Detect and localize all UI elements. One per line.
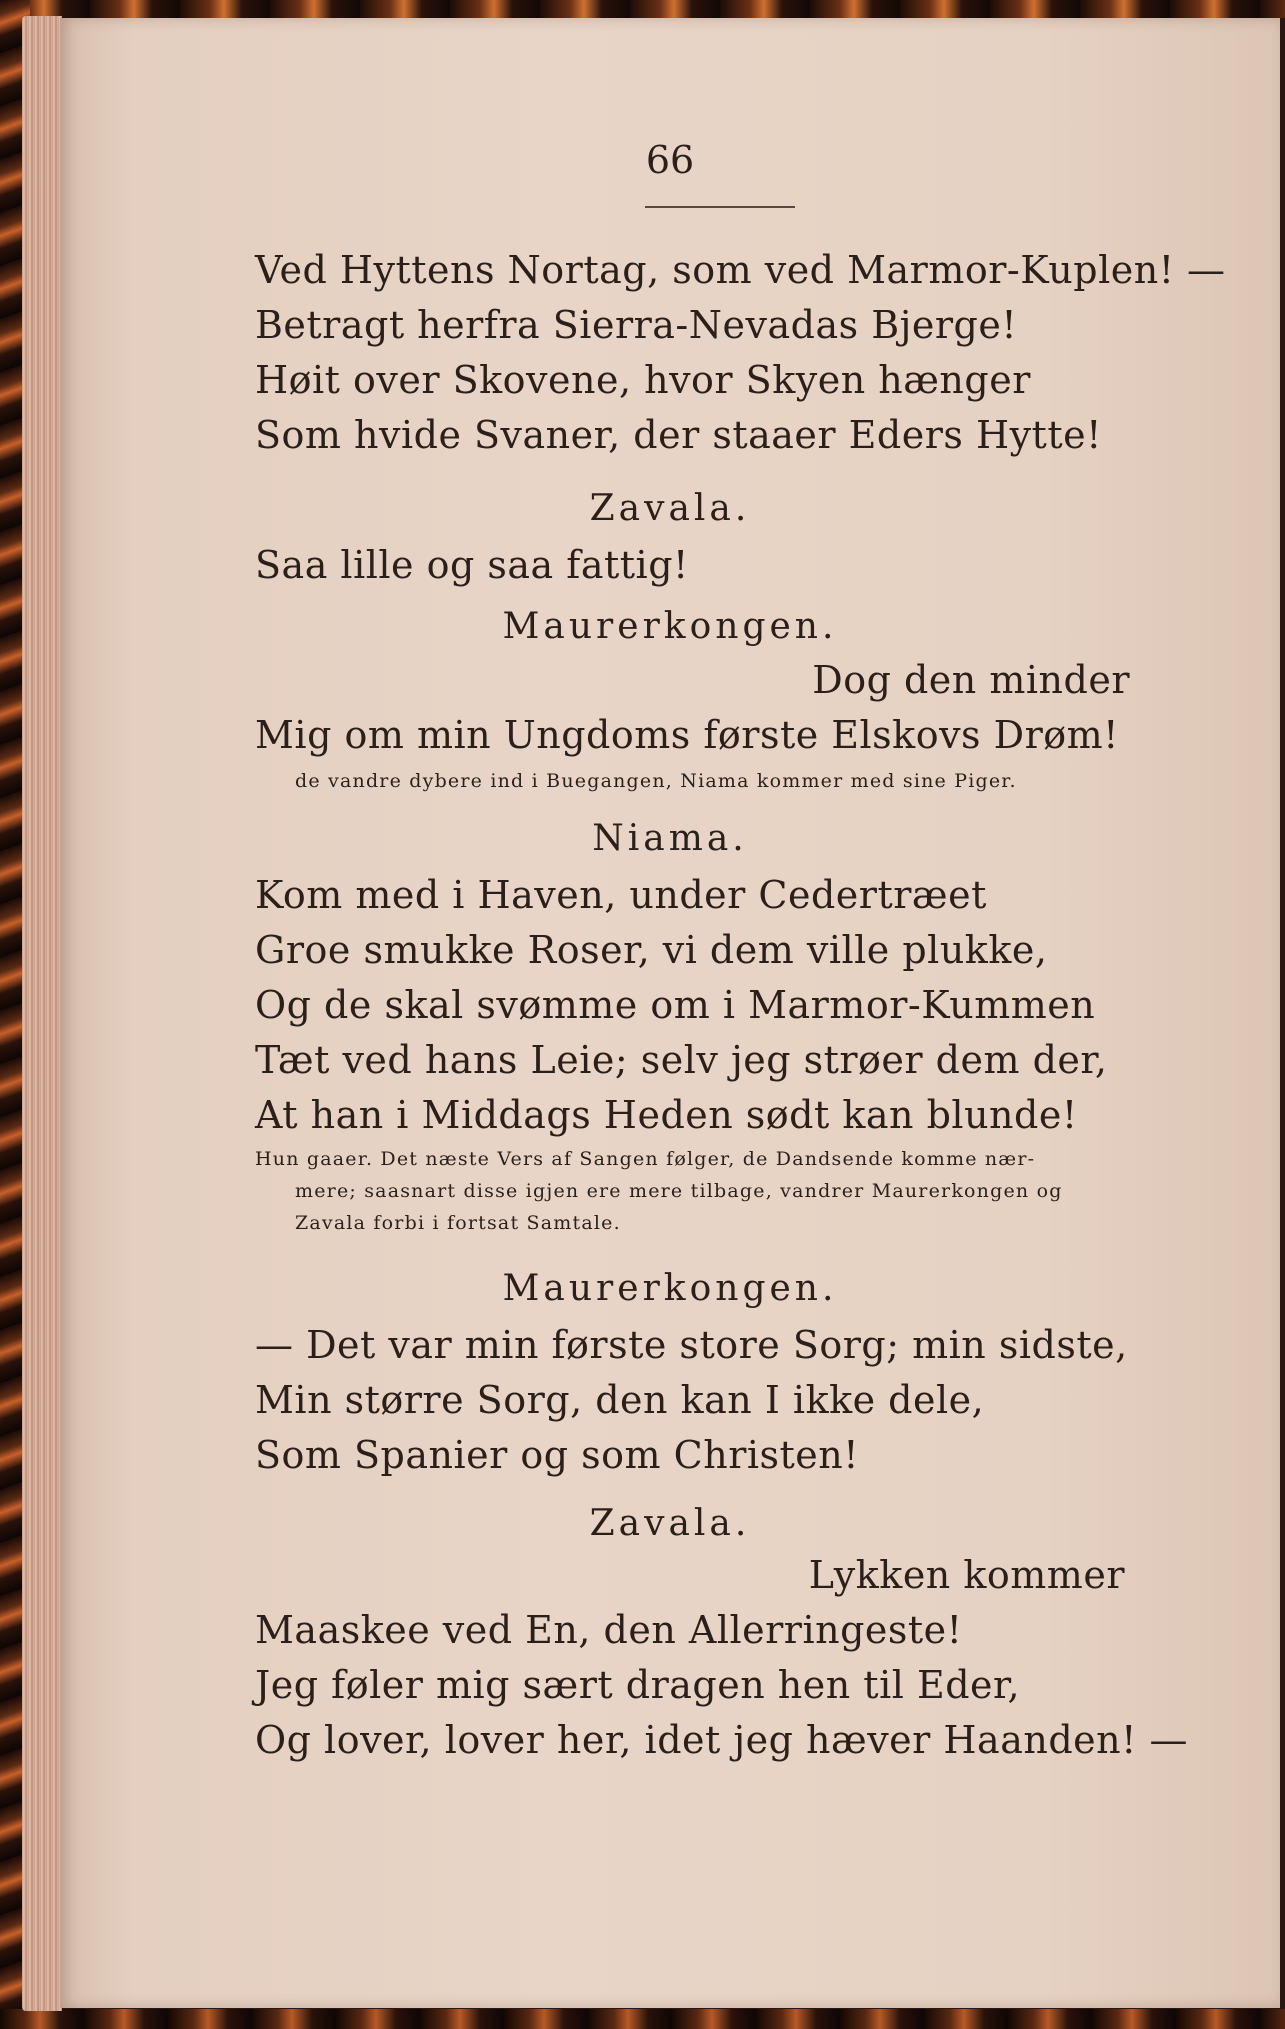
- verse-line: Maaskee ved En, den Allerringeste!: [255, 1608, 963, 1652]
- speaker-name: Maurerkongen.: [502, 1268, 838, 1309]
- verse-line: Kom med i Haven, under Cedertræet: [255, 873, 987, 917]
- speaker-name: Zavala.: [589, 1503, 751, 1544]
- verse-line: Jeg føler mig sært dragen hen til Eder,: [255, 1663, 1021, 1707]
- verse-line: Groe smukke Roser, vi dem ville plukke,: [255, 928, 1048, 972]
- verse-line: Saa lille og saa fattig!: [255, 543, 689, 587]
- verse-line: At han i Middags Heden sødt kan blunde!: [255, 1093, 1078, 1137]
- page-number: 66: [645, 138, 695, 182]
- page-number-rule: [645, 206, 795, 208]
- verse-line: Dog den minder: [812, 658, 1130, 702]
- speaker-name: Maurerkongen.: [502, 606, 838, 647]
- stage-direction: mere; saasnart disse igjen ere mere tilbage, vandrer Maurerkongen og: [295, 1180, 1063, 1202]
- verse-line: Mig om min Ungdoms første Elskovs Drøm!: [255, 713, 1119, 757]
- verse-line: — Det var min første store Sorg; min sidste,: [255, 1323, 1128, 1367]
- page-edges: [22, 16, 62, 2011]
- verse-line: Min større Sorg, den kan I ikke dele,: [255, 1378, 985, 1422]
- verse-line: Som Spanier og som Christen!: [255, 1433, 860, 1477]
- book-cover-bottom: [0, 2009, 1285, 2029]
- stage-direction: de vandre dybere ind i Buegangen, Niama kommer med sine Piger.: [295, 770, 1017, 792]
- verse-line: Og lover, lover her, idet jeg hæver Haanden! —: [255, 1718, 1188, 1762]
- stage-direction: Hun gaaer. Det næste Vers af Sangen følger, de Dandsende komme nær-: [255, 1148, 1036, 1170]
- verse-line: Betragt herfra Sierra-Nevadas Bjerge!: [255, 303, 1018, 347]
- verse-line: Lykken kommer: [808, 1553, 1125, 1597]
- verse-line: Og de skal svømme om i Marmor-Kummen: [255, 983, 1096, 1027]
- stage-direction: Zavala forbi i fortsat Samtale.: [295, 1212, 621, 1234]
- book-page: [60, 18, 1280, 2008]
- verse-line: Ved Hyttens Nortag, som ved Marmor-Kuplen! —: [255, 248, 1226, 292]
- speaker-name: Zavala.: [589, 488, 751, 529]
- verse-line: Som hvide Svaner, der staaer Eders Hytte!: [255, 413, 1102, 457]
- verse-line: Tæt ved hans Leie; selv jeg strøer dem der,: [255, 1038, 1108, 1082]
- verse-line: Høit over Skovene, hvor Skyen hænger: [255, 358, 1031, 402]
- speaker-name: Niama.: [592, 818, 748, 859]
- book-cover-top: [0, 0, 1285, 18]
